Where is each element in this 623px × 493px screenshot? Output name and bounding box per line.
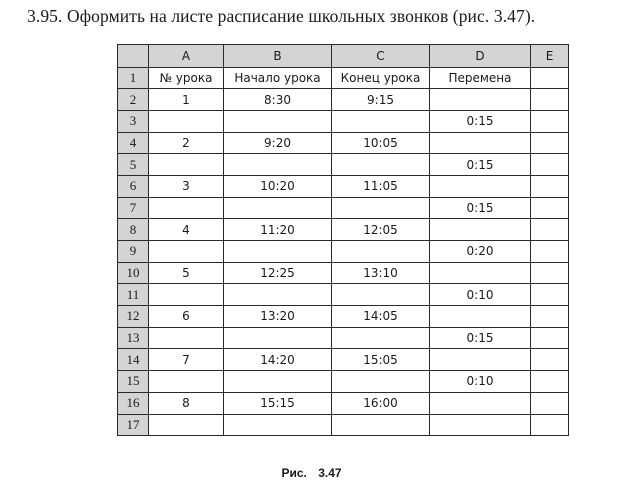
table-row bbox=[118, 306, 569, 328]
cell-e1[interactable] bbox=[531, 67, 569, 89]
cell-a16[interactable]: 8 bbox=[149, 392, 224, 414]
cell-e16[interactable] bbox=[531, 392, 569, 414]
cell-b2[interactable]: 8:30 bbox=[224, 89, 332, 111]
table-row bbox=[118, 284, 569, 306]
cell-c2[interactable]: 9:15 bbox=[332, 89, 430, 111]
cell-e8[interactable] bbox=[531, 219, 569, 241]
cell-c17[interactable] bbox=[332, 414, 430, 436]
cell-c11[interactable] bbox=[332, 284, 430, 306]
cell-c13[interactable] bbox=[332, 327, 430, 349]
cell-e4[interactable] bbox=[531, 132, 569, 154]
cell-e13[interactable] bbox=[531, 327, 569, 349]
cell-a5[interactable] bbox=[149, 154, 224, 176]
table-row bbox=[118, 219, 569, 241]
cell-b16[interactable]: 15:15 bbox=[224, 392, 332, 414]
cell-d3[interactable]: 0:15 bbox=[430, 110, 531, 132]
cell-d5[interactable]: 0:15 bbox=[430, 154, 531, 176]
cell-a2[interactable]: 1 bbox=[149, 89, 224, 111]
spreadsheet bbox=[117, 44, 569, 436]
column-header-d[interactable]: D bbox=[430, 45, 531, 68]
cell-b12[interactable]: 13:20 bbox=[224, 306, 332, 328]
row-header[interactable]: 12 bbox=[118, 306, 149, 328]
cell-a8[interactable]: 4 bbox=[149, 219, 224, 241]
row-header[interactable]: 15 bbox=[118, 371, 149, 393]
cell-b15[interactable] bbox=[224, 371, 332, 393]
cell-b5[interactable] bbox=[224, 154, 332, 176]
table-row bbox=[118, 89, 569, 111]
corner-cell[interactable] bbox=[118, 45, 149, 68]
cell-d7[interactable]: 0:15 bbox=[430, 197, 531, 219]
table-row bbox=[118, 110, 569, 132]
cell-d13[interactable]: 0:15 bbox=[430, 327, 531, 349]
table-row bbox=[118, 132, 569, 154]
row-header[interactable]: 1 bbox=[118, 67, 149, 89]
cell-e12[interactable] bbox=[531, 306, 569, 328]
cell-b10[interactable]: 12:25 bbox=[224, 262, 332, 284]
column-header-row bbox=[118, 45, 569, 68]
cell-c8[interactable]: 12:05 bbox=[332, 219, 430, 241]
table-row bbox=[118, 175, 569, 197]
cell-d16[interactable] bbox=[430, 392, 531, 414]
cell-a14[interactable]: 7 bbox=[149, 349, 224, 371]
row-header[interactable]: 14 bbox=[118, 349, 149, 371]
cell-c16[interactable]: 16:00 bbox=[332, 392, 430, 414]
table-row bbox=[118, 327, 569, 349]
column-header-b[interactable]: B bbox=[224, 45, 332, 68]
row-header[interactable]: 5 bbox=[118, 154, 149, 176]
cell-e9[interactable] bbox=[531, 241, 569, 263]
figure-caption bbox=[0, 466, 623, 480]
task-text: Оформить на листе расписание школьных звонков (рис. 3.47). bbox=[66, 6, 536, 26]
cell-a13[interactable] bbox=[149, 327, 224, 349]
cell-c10[interactable]: 13:10 bbox=[332, 262, 430, 284]
table-row bbox=[118, 154, 569, 176]
table-row bbox=[118, 67, 569, 89]
table-row bbox=[118, 197, 569, 219]
cell-a7[interactable] bbox=[149, 197, 224, 219]
cell-c3[interactable] bbox=[332, 110, 430, 132]
cell-c4[interactable]: 10:05 bbox=[332, 132, 430, 154]
table-row bbox=[118, 371, 569, 393]
cell-a10[interactable]: 5 bbox=[149, 262, 224, 284]
row-header[interactable]: 11 bbox=[118, 284, 149, 306]
cell-b3[interactable] bbox=[224, 110, 332, 132]
cell-d1[interactable]: Перемена bbox=[430, 67, 531, 89]
row-header[interactable]: 6 bbox=[118, 175, 149, 197]
cell-c1[interactable]: Конец урока bbox=[332, 67, 430, 89]
cell-c9[interactable] bbox=[332, 241, 430, 263]
row-header[interactable]: 2 bbox=[118, 89, 149, 111]
table-row bbox=[118, 414, 569, 436]
table-row bbox=[118, 241, 569, 263]
row-header[interactable]: 16 bbox=[118, 392, 149, 414]
row-header[interactable]: 9 bbox=[118, 241, 149, 263]
cell-d10[interactable] bbox=[430, 262, 531, 284]
cell-d11[interactable]: 0:10 bbox=[430, 284, 531, 306]
cell-b11[interactable] bbox=[224, 284, 332, 306]
table-row bbox=[118, 349, 569, 371]
cell-c12[interactable]: 14:05 bbox=[332, 306, 430, 328]
column-header-c[interactable]: C bbox=[332, 45, 430, 68]
cell-d2[interactable] bbox=[430, 89, 531, 111]
cell-e7[interactable] bbox=[531, 197, 569, 219]
cell-e17[interactable] bbox=[531, 414, 569, 436]
column-header-e[interactable]: E bbox=[531, 45, 569, 68]
cell-c14[interactable]: 15:05 bbox=[332, 349, 430, 371]
table-row bbox=[118, 392, 569, 414]
cell-d4[interactable] bbox=[430, 132, 531, 154]
cell-c6[interactable]: 11:05 bbox=[332, 175, 430, 197]
row-header[interactable]: 17 bbox=[118, 414, 149, 436]
cell-d14[interactable] bbox=[430, 349, 531, 371]
row-header[interactable]: 7 bbox=[118, 197, 149, 219]
cell-e11[interactable] bbox=[531, 284, 569, 306]
cell-e5[interactable] bbox=[531, 154, 569, 176]
cell-b14[interactable]: 14:20 bbox=[224, 349, 332, 371]
row-header[interactable]: 4 bbox=[118, 132, 149, 154]
row-header[interactable]: 13 bbox=[118, 327, 149, 349]
cell-b17[interactable] bbox=[224, 414, 332, 436]
cell-b4[interactable]: 9:20 bbox=[224, 132, 332, 154]
cell-d6[interactable] bbox=[430, 175, 531, 197]
cell-d15[interactable]: 0:10 bbox=[430, 371, 531, 393]
cell-a12[interactable]: 6 bbox=[149, 306, 224, 328]
cell-e3[interactable] bbox=[531, 110, 569, 132]
task-heading bbox=[27, 6, 535, 27]
cell-c15[interactable] bbox=[332, 371, 430, 393]
row-header[interactable]: 10 bbox=[118, 262, 149, 284]
cell-d12[interactable] bbox=[430, 306, 531, 328]
row-header[interactable]: 3 bbox=[118, 110, 149, 132]
cell-b8[interactable]: 11:20 bbox=[224, 219, 332, 241]
row-header[interactable]: 8 bbox=[118, 219, 149, 241]
cell-e2[interactable] bbox=[531, 89, 569, 111]
cell-e6[interactable] bbox=[531, 175, 569, 197]
cell-d9[interactable]: 0:20 bbox=[430, 241, 531, 263]
cell-a4[interactable]: 2 bbox=[149, 132, 224, 154]
cell-b6[interactable]: 10:20 bbox=[224, 175, 332, 197]
cell-e14[interactable] bbox=[531, 349, 569, 371]
cell-a3[interactable] bbox=[149, 110, 224, 132]
cell-b9[interactable] bbox=[224, 241, 332, 263]
cell-b7[interactable] bbox=[224, 197, 332, 219]
cell-c5[interactable] bbox=[332, 154, 430, 176]
cell-a6[interactable]: 3 bbox=[149, 175, 224, 197]
cell-d17[interactable] bbox=[430, 414, 531, 436]
cell-a17[interactable] bbox=[149, 414, 224, 436]
cell-a9[interactable] bbox=[149, 241, 224, 263]
cell-e10[interactable] bbox=[531, 262, 569, 284]
task-number: 3.95. bbox=[27, 6, 63, 26]
cell-e15[interactable] bbox=[531, 371, 569, 393]
cell-c7[interactable] bbox=[332, 197, 430, 219]
caption-number: 3.47 bbox=[318, 466, 342, 480]
cell-a15[interactable] bbox=[149, 371, 224, 393]
cell-a11[interactable] bbox=[149, 284, 224, 306]
cell-b13[interactable] bbox=[224, 327, 332, 349]
caption-label: Рис. bbox=[281, 466, 307, 480]
cell-a1[interactable]: № урока bbox=[149, 67, 224, 89]
cell-d8[interactable] bbox=[430, 219, 531, 241]
table-row bbox=[118, 262, 569, 284]
column-header-a[interactable]: A bbox=[149, 45, 224, 68]
cell-b1[interactable]: Начало урока bbox=[224, 67, 332, 89]
